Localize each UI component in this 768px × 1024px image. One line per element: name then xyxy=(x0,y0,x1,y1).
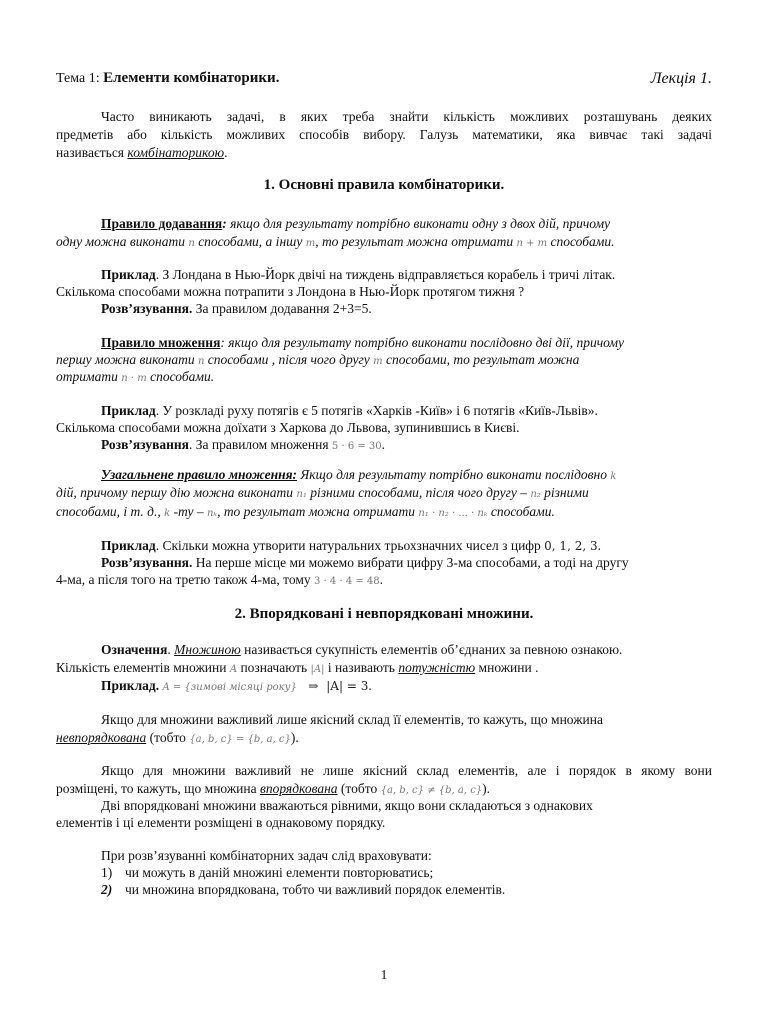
example-2-line-1: Приклад. У розкладі руху потягів є 5 потягів «Харків -Київ» і 6 потягів «Київ-Львів». xyxy=(101,403,598,418)
example-1-line-1: Приклад. З Лондана в Нью-Йорк двічі на тиждень відправляється корабель і тричі літак. xyxy=(101,267,616,282)
term-cardinality: потужністю xyxy=(398,660,476,675)
example-label: Приклад xyxy=(101,538,156,553)
definition-label: Означення xyxy=(101,642,168,657)
addition-rule-name: Правило додавання xyxy=(101,216,223,231)
general-rule-name: Узагальнене правило множення: xyxy=(101,467,298,482)
solution-label: Розв’язування xyxy=(101,437,189,452)
solution-label: Розв’язування. xyxy=(101,555,193,570)
topic-title: Елементи комбінаторики. xyxy=(103,70,280,86)
definition-line-2: Кількість елементів множини A позначають |A| і називають потужністю множини . xyxy=(56,660,539,675)
ordered-line-3: Дві впорядковані множини вважаються рівними, якщо вони складаються з однакових xyxy=(101,798,593,813)
solution-label: Розв’язування. xyxy=(101,301,193,316)
definition-example: Приклад. A = {зимові місяці року} ⇒ |A| = 3. xyxy=(101,678,372,693)
general-rule-line-3: способами, і т. д., k -ту – nₖ, то результат можна отримати n₁ · n₂ · ... · nₖ способами. xyxy=(56,504,555,519)
example-2-solution: Розв’язування. За правилом множення 5 · 6 = 30. xyxy=(101,437,386,452)
ordered-line-1: Якщо для множини важливий не лише якісний склад елементів, але і порядок в якому вони xyxy=(101,763,712,778)
general-rule-line-2: дій, причому першу дію можна виконати n₁ різними способами, після чого другу – n₂ різними xyxy=(56,485,589,500)
topic-label: Тема 1: xyxy=(56,71,100,86)
general-rule-line-1: Узагальнене правило множення: Якщо для результату потрібно виконати послідовно k xyxy=(101,467,617,482)
ordered-line-2: розміщені, то кажуть, що множина впорядкована (тобто {a, b, c} ≠ {b, a, c}). xyxy=(56,781,491,796)
unordered-line-1: Якщо для множини важливий лише якісний склад її елементів, то кажуть, що множина xyxy=(101,712,603,727)
example-label: Приклад xyxy=(101,403,156,418)
addition-rule-line-2: одну можна виконати n способами, а іншу m, то результат можна отримати n + m способами. xyxy=(56,234,615,249)
multiplication-rule-name: Правило множення xyxy=(101,335,221,350)
section-1-title: 1. Основні правила комбінаторики. xyxy=(263,177,505,193)
multiplication-rule-line-2: першу можна виконати n способами , після чого другу m способами, то результат можна xyxy=(56,352,580,367)
ordered-line-4: елементів і ці елементи розміщені в однаковому порядку. xyxy=(56,815,386,830)
definition-line-1: Означення. Множиною називається сукупність елементів об’єднаних за певною ознакою. xyxy=(101,642,623,657)
addition-rule-line-1: Правило додавання: якщо для результату потрібно виконати одну з двох дій, причому xyxy=(101,216,611,231)
notes-intro: При розв’язуванні комбінаторних задач слід враховувати: xyxy=(101,848,432,863)
example-3-solution: Розв’язування. На перше місце ми можемо вибрати цифру 3-ма способами, а тоді на другу xyxy=(101,555,629,570)
intro-line-3: називається комбінаторикою. xyxy=(56,145,228,160)
implies-arrow: ⇒ xyxy=(308,679,319,693)
intro-line-2: предметів або кількість можливих способів вибору. Галузь математики, яка вивчає такі задачі xyxy=(56,127,712,142)
example-3-line-1: Приклад. Скільки можна утворити натуральних трьохзначних чисел з цифр 0, 1, 2, 3. xyxy=(101,538,601,553)
example-3-line-3: 4-ма, а після того на третю також 4-ма, тому 3 · 4 · 4 = 48. xyxy=(56,572,384,587)
section-2-title: 2. Впорядковані і невпорядковані множини. xyxy=(234,606,534,622)
example-1-solution: Розв’язування. За правилом додавання 2+3=5. xyxy=(101,301,372,316)
example-2-line-2: Скількома способами можна доїхати з Харкова до Львова, зупинившись в Києві. xyxy=(56,420,520,435)
term-set: Множиною xyxy=(174,642,241,657)
page-number: 1 xyxy=(380,967,388,982)
example-label: Приклад xyxy=(101,267,156,282)
unordered-line-2: невпорядкована (тобто {a, b, c} = {b, a, c}). xyxy=(56,730,299,745)
lecture-number: Лекція 1. xyxy=(650,70,712,87)
term-combinatorics: комбінаторикою xyxy=(127,145,225,160)
header xyxy=(56,70,712,87)
example-1-line-2: Скількома способами можна потрапити з Лондона в Нью-Йорк протягом тижня ? xyxy=(56,284,525,299)
term-unordered: невпорядкована xyxy=(56,730,147,745)
example-label: Приклад xyxy=(101,678,156,693)
intro-line-1: Часто виникають задачі, в яких треба знайти кількість можливих розташувань деяких xyxy=(101,109,712,124)
term-ordered: впорядкована xyxy=(259,781,338,796)
notes-item-2: 2) чи множина впорядкована, тобто чи важливий порядок елементів. xyxy=(101,882,506,897)
multiplication-rule-line-1: Правило множення: якщо для результату потрібно виконати послідовно дві дії, причому xyxy=(101,335,625,350)
multiplication-rule-line-3: отримати n · m способами. xyxy=(56,369,215,384)
notes-item-1: 1) чи можуть в даній множині елементи повторюватись; xyxy=(101,865,434,880)
